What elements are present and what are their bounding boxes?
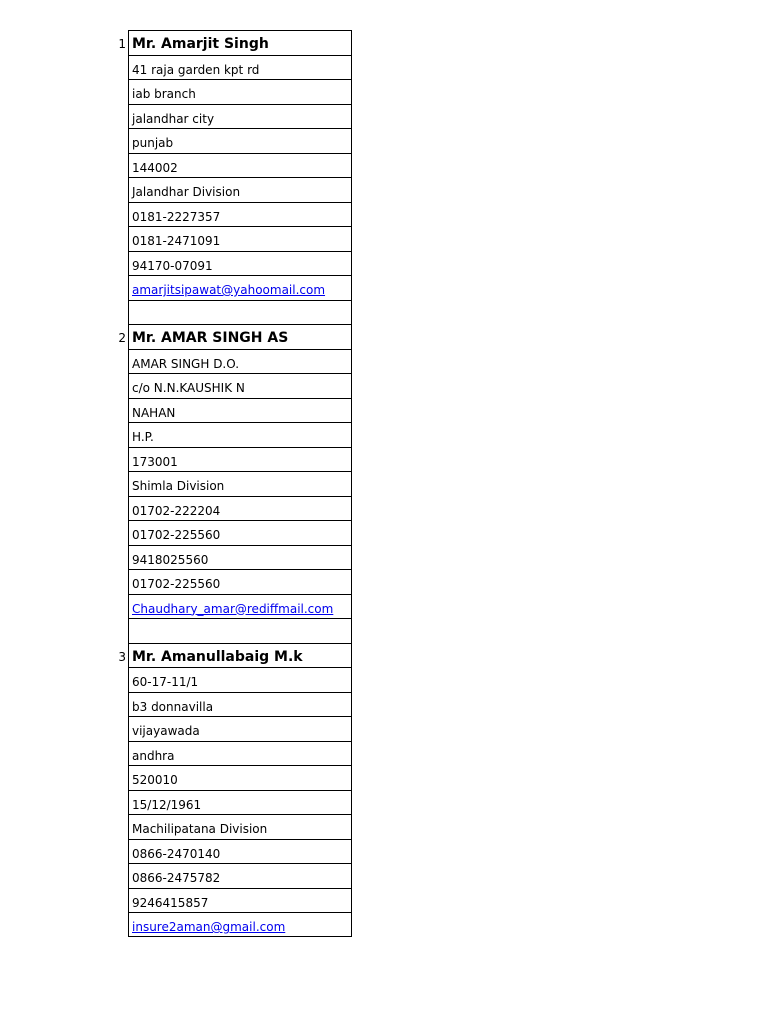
contact-name[interactable]: Mr. Amanullabaig M.k xyxy=(128,643,352,668)
mobile-cell[interactable]: 9246415857 xyxy=(128,888,352,913)
table-row xyxy=(0,226,768,251)
phone-cell[interactable]: 01702-225560 xyxy=(128,520,352,545)
address-cell[interactable]: H.P. xyxy=(128,422,352,447)
table-row xyxy=(0,422,768,447)
table-row xyxy=(0,594,768,619)
email-cell xyxy=(128,594,352,619)
email-cell xyxy=(128,275,352,300)
table-row xyxy=(0,618,768,643)
table-row xyxy=(0,447,768,472)
email-link[interactable]: Chaudhary_amar@rediffmail.com xyxy=(132,601,334,616)
email-link[interactable]: amarjitsipawat@yahoomail.com xyxy=(132,283,326,297)
phone-cell[interactable]: 01702-225560 xyxy=(128,569,352,594)
row-number: 3 xyxy=(118,649,126,664)
table-row xyxy=(0,520,768,545)
address-cell[interactable]: jalandhar city xyxy=(128,104,352,129)
table-row xyxy=(0,716,768,741)
contact-name[interactable]: Mr. Amarjit Singh xyxy=(128,30,352,55)
address-cell[interactable]: iab branch xyxy=(128,79,352,104)
table-row xyxy=(0,398,768,423)
table-row xyxy=(0,667,768,692)
address-cell[interactable]: AMAR SINGH D.O. xyxy=(128,349,352,374)
email-link[interactable]: insure2aman@gmail.com xyxy=(132,920,286,934)
email-cell xyxy=(128,912,352,937)
phone-cell[interactable]: 0866-2475782 xyxy=(128,863,352,888)
table-row xyxy=(0,177,768,202)
row-number: 2 xyxy=(118,331,126,345)
table-row xyxy=(0,863,768,888)
date-cell[interactable]: 15/12/1961 xyxy=(128,790,352,815)
pincode-cell[interactable]: 520010 xyxy=(128,765,352,790)
division-cell[interactable]: Jalandhar Division xyxy=(128,177,352,202)
mobile-cell[interactable]: 9418025560 xyxy=(128,545,352,570)
table-row xyxy=(0,373,768,398)
table-row xyxy=(0,251,768,276)
address-cell[interactable]: vijayawada xyxy=(128,716,352,741)
empty-cell[interactable] xyxy=(128,618,352,643)
table-row xyxy=(0,300,768,325)
table-row xyxy=(0,153,768,178)
table-row xyxy=(0,765,768,790)
phone-cell[interactable]: 0181-2471091 xyxy=(128,226,352,251)
table-row xyxy=(0,349,768,374)
table-row xyxy=(0,275,768,300)
address-cell[interactable]: andhra xyxy=(128,741,352,766)
spreadsheet xyxy=(0,30,768,937)
address-cell[interactable]: 60-17-11/1 xyxy=(128,667,352,692)
contact-name-row xyxy=(0,643,768,668)
table-row xyxy=(0,741,768,766)
table-row xyxy=(0,55,768,80)
address-cell[interactable]: punjab xyxy=(128,128,352,153)
table-row xyxy=(0,790,768,815)
phone-cell[interactable]: 01702-222204 xyxy=(128,496,352,521)
table-row xyxy=(0,912,768,937)
table-row xyxy=(0,128,768,153)
contact-name[interactable]: Mr. AMAR SINGH AS xyxy=(128,324,352,349)
address-cell[interactable]: c/o N.N.KAUSHIK N xyxy=(128,373,352,398)
address-cell[interactable]: 41 raja garden kpt rd xyxy=(128,55,352,80)
pincode-cell[interactable]: 173001 xyxy=(128,447,352,472)
table-row xyxy=(0,692,768,717)
division-cell[interactable]: Shimla Division xyxy=(128,471,352,496)
contact-name-row xyxy=(0,324,768,349)
row-number: 1 xyxy=(118,37,126,51)
table-row xyxy=(0,569,768,594)
table-row xyxy=(0,814,768,839)
pincode-cell[interactable]: 144002 xyxy=(128,153,352,178)
address-cell[interactable]: NAHAN xyxy=(128,398,352,423)
division-cell[interactable]: Machilipatana Division xyxy=(128,814,352,839)
address-cell[interactable]: b3 donnavilla xyxy=(128,692,352,717)
table-row xyxy=(0,471,768,496)
phone-cell[interactable]: 0181-2227357 xyxy=(128,202,352,227)
phone-cell[interactable]: 0866-2470140 xyxy=(128,839,352,864)
table-row xyxy=(0,545,768,570)
table-row xyxy=(0,202,768,227)
table-row xyxy=(0,496,768,521)
contact-name-row xyxy=(0,30,768,55)
empty-cell[interactable] xyxy=(128,300,352,325)
table-row xyxy=(0,79,768,104)
mobile-cell[interactable]: 94170-07091 xyxy=(128,251,352,276)
table-row xyxy=(0,104,768,129)
table-row xyxy=(0,888,768,913)
table-row xyxy=(0,839,768,864)
